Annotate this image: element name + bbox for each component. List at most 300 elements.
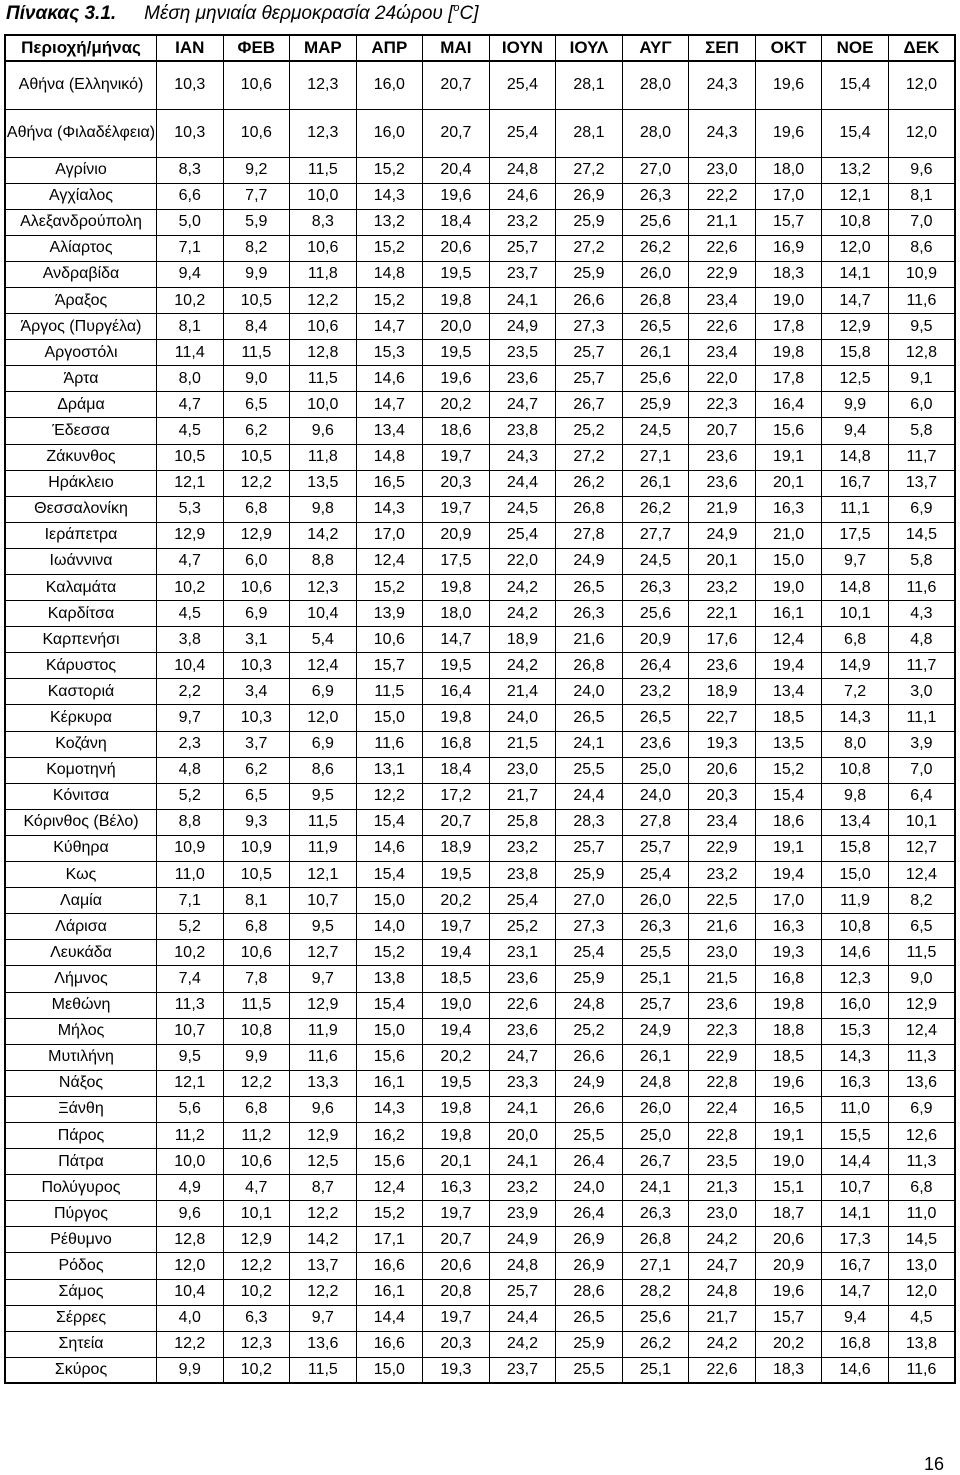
region-cell: Αλεξανδρούπολη [5,209,157,235]
temperature-cell: 19,1 [755,1122,822,1148]
header-month: ΙΟΥΛ [556,35,623,61]
table-row [5,705,955,731]
table-row [5,109,955,157]
region-cell: Ζάκυνθος [5,444,157,470]
degree-superscript: o [453,2,460,14]
temperature-cell: 10,9 [157,835,224,861]
temperature-cell: 7,0 [888,209,955,235]
temperature-cell: 9,5 [290,914,357,940]
temperature-cell: 4,0 [157,1305,224,1331]
region-cell: Αγχίαλος [5,183,157,209]
temperature-cell: 15,1 [755,1175,822,1201]
header-month: ΑΠΡ [356,35,423,61]
region-cell: Ανδραβίδα [5,261,157,287]
temperature-cell: 15,2 [356,940,423,966]
temperature-cell: 18,4 [423,757,490,783]
temperature-cell: 16,6 [356,1253,423,1279]
temperature-cell: 4,5 [157,601,224,627]
temperature-cell: 23,2 [489,1175,556,1201]
temperature-cell: 12,2 [356,783,423,809]
table-row [5,157,955,183]
temperature-cell: 26,6 [556,1096,623,1122]
temperature-cell: 24,7 [489,1044,556,1070]
temperature-cell: 7,8 [223,966,290,992]
temperature-cell: 7,2 [822,679,889,705]
temperature-cell: 12,3 [290,109,357,157]
temperature-cell: 8,8 [290,548,357,574]
temperature-cell: 12,7 [290,940,357,966]
temperature-cell: 20,7 [423,809,490,835]
temperature-cell: 4,8 [888,627,955,653]
temperature-cell: 20,9 [423,522,490,548]
temperature-cell: 21,7 [689,1305,756,1331]
temperature-cell: 24,9 [689,522,756,548]
temperature-cell: 12,8 [888,340,955,366]
table-row [5,783,955,809]
temperature-cell: 25,9 [556,1331,623,1357]
temperature-cell: 28,1 [556,61,623,109]
table-row [5,757,955,783]
temperature-cell: 13,7 [290,1253,357,1279]
temperature-cell: 26,2 [622,1331,689,1357]
temperature-cell: 6,8 [888,1175,955,1201]
header-month: ΦΕΒ [223,35,290,61]
temperature-cell: 23,2 [689,862,756,888]
table-row [5,914,955,940]
temperature-cell: 19,8 [755,340,822,366]
temperature-cell: 23,4 [689,809,756,835]
temperature-cell: 10,6 [223,940,290,966]
temperature-cell: 24,2 [489,575,556,601]
temperature-cell: 10,1 [223,1201,290,1227]
temperature-cell: 13,5 [290,470,357,496]
temperature-cell: 25,7 [489,1279,556,1305]
temperature-cell: 25,2 [489,914,556,940]
header-month: ΝΟΕ [822,35,889,61]
temperature-cell: 20,3 [423,1331,490,1357]
table-caption-title [144,3,478,24]
temperature-cell: 11,1 [888,705,955,731]
temperature-cell: 24,0 [622,783,689,809]
region-cell: Ξάνθη [5,1096,157,1122]
temperature-cell: 4,5 [157,418,224,444]
temperature-cell: 11,9 [290,835,357,861]
temperature-cell: 24,0 [556,679,623,705]
temperature-cell: 16,4 [423,679,490,705]
temperature-cell: 28,3 [556,809,623,835]
table-row [5,1044,955,1070]
temperature-cell: 9,5 [888,314,955,340]
temperature-cell: 14,8 [822,444,889,470]
temperature-cell: 13,1 [356,757,423,783]
region-cell: Άρτα [5,366,157,392]
temperature-cell: 11,5 [223,992,290,1018]
region-cell: Δράμα [5,392,157,418]
temperature-cell: 10,7 [822,1175,889,1201]
temperature-cell: 8,1 [157,314,224,340]
region-cell: Ιωάννινα [5,548,157,574]
temperature-cell: 20,2 [423,392,490,418]
region-cell: Κομοτηνή [5,757,157,783]
temperature-cell: 7,1 [157,235,224,261]
temperature-cell: 6,0 [888,392,955,418]
temperature-cell: 24,2 [489,601,556,627]
table-row [5,1305,955,1331]
temperature-cell: 27,2 [556,235,623,261]
temperature-cell: 23,1 [489,940,556,966]
temperature-cell: 14,2 [290,1227,357,1253]
temperature-cell: 8,2 [888,888,955,914]
temperature-cell: 22,6 [489,992,556,1018]
temperature-cell: 12,1 [157,470,224,496]
temperature-cell: 16,3 [423,1175,490,1201]
temperature-cell: 26,3 [622,183,689,209]
temperature-cell: 22,2 [689,183,756,209]
temperature-cell: 23,4 [689,287,756,313]
temperature-cell: 9,3 [223,809,290,835]
temperature-cell: 24,7 [489,392,556,418]
temperature-cell: 9,9 [157,1357,224,1383]
temperature-cell: 18,3 [755,1357,822,1383]
temperature-cell: 24,2 [689,1331,756,1357]
temperature-cell: 9,6 [888,157,955,183]
temperature-cell: 26,3 [556,601,623,627]
temperature-cell: 12,2 [223,1070,290,1096]
temperature-cell: 20,7 [423,61,490,109]
temperature-cell: 24,4 [489,1305,556,1331]
temperature-cell: 27,3 [556,914,623,940]
temperature-cell: 5,2 [157,914,224,940]
temperature-cell: 22,4 [689,1096,756,1122]
temperature-cell: 10,0 [290,183,357,209]
temperature-cell: 3,8 [157,627,224,653]
temperature-cell: 6,8 [822,627,889,653]
temperature-cell: 14,4 [822,1149,889,1175]
temperature-cell: 12,2 [290,287,357,313]
temperature-cell: 20,2 [423,888,490,914]
temperature-cell: 6,5 [223,392,290,418]
temperature-cell: 26,5 [622,314,689,340]
temperature-cell: 6,2 [223,757,290,783]
temperature-cell: 9,4 [822,1305,889,1331]
temperature-cell: 14,2 [290,522,357,548]
temperature-cell: 23,2 [489,835,556,861]
temperature-cell: 19,6 [423,183,490,209]
temperature-cell: 16,4 [755,392,822,418]
temperature-cell: 21,5 [689,966,756,992]
temperature-cell: 20,9 [755,1253,822,1279]
temperature-cell: 12,2 [290,1279,357,1305]
temperature-cell: 12,9 [223,1227,290,1253]
temperature-cell: 19,4 [423,940,490,966]
temperature-cell: 23,8 [489,418,556,444]
temperature-cell: 9,9 [822,392,889,418]
temperature-cell: 15,0 [356,1357,423,1383]
temperature-cell: 23,6 [689,653,756,679]
temperature-cell: 11,0 [822,1096,889,1122]
temperature-cell: 10,1 [822,601,889,627]
temperature-cell: 13,6 [290,1331,357,1357]
temperature-cell: 25,4 [489,888,556,914]
temperature-cell: 20,2 [755,1331,822,1357]
temperature-cell: 5,4 [290,627,357,653]
temperature-cell: 19,5 [423,261,490,287]
temperature-cell: 18,9 [489,627,556,653]
temperature-cell: 25,4 [489,522,556,548]
temperature-cell: 15,2 [356,157,423,183]
table-row [5,940,955,966]
temperature-cell: 5,8 [888,418,955,444]
temperature-cell: 16,0 [822,992,889,1018]
temperature-cell: 17,1 [356,1227,423,1253]
temperature-cell: 18,3 [755,261,822,287]
table-row [5,496,955,522]
table-row [5,835,955,861]
temperature-cell: 13,8 [888,1331,955,1357]
table-row [5,1175,955,1201]
temperature-cell: 20,0 [489,1122,556,1148]
temperature-cell: 10,7 [157,1018,224,1044]
temperature-cell: 10,9 [888,261,955,287]
temperature-cell: 17,6 [689,627,756,653]
temperature-cell: 22,6 [689,314,756,340]
temperature-cell: 12,8 [157,1227,224,1253]
temperature-cell: 18,8 [755,1018,822,1044]
temperature-cell: 26,5 [622,705,689,731]
temperature-cell: 13,0 [888,1253,955,1279]
temperature-cell: 25,5 [556,757,623,783]
temperature-cell: 17,8 [755,314,822,340]
temperature-cell: 25,4 [489,109,556,157]
temperature-cell: 26,4 [622,653,689,679]
temperature-cell: 15,2 [356,235,423,261]
temperature-cell: 23,6 [689,444,756,470]
temperature-cell: 23,3 [489,1070,556,1096]
table-row [5,627,955,653]
temperature-cell: 18,5 [755,705,822,731]
temperature-cell: 10,2 [157,575,224,601]
temperature-cell: 9,0 [223,366,290,392]
temperature-cell: 14,8 [822,575,889,601]
temperature-cell: 10,6 [223,109,290,157]
temperature-cell: 26,0 [622,261,689,287]
table-row [5,183,955,209]
region-cell: Αθήνα (Ελληνικό) [5,61,157,109]
temperature-cell: 14,3 [822,705,889,731]
table-row [5,1331,955,1357]
temperature-cell: 25,9 [556,209,623,235]
temperature-cell: 6,9 [888,1096,955,1122]
temperature-cell: 12,0 [290,705,357,731]
temperature-cell: 28,0 [622,61,689,109]
temperature-cell: 23,5 [689,1149,756,1175]
temperature-cell: 16,3 [755,914,822,940]
temperature-cell: 26,9 [556,183,623,209]
temperature-cell: 10,6 [223,1149,290,1175]
temperature-cell: 10,6 [290,235,357,261]
temperature-cell: 11,7 [888,653,955,679]
temperature-cell: 24,8 [622,1070,689,1096]
temperature-cell: 11,5 [290,366,357,392]
temperature-cell: 11,6 [888,1357,955,1383]
temperature-cell: 8,6 [888,235,955,261]
header-month: ΟΚΤ [755,35,822,61]
temperature-cell: 24,0 [556,1175,623,1201]
temperature-cell: 15,4 [356,992,423,1018]
temperature-cell: 21,9 [689,496,756,522]
temperature-cell: 22,3 [689,392,756,418]
temperature-cell: 13,2 [356,209,423,235]
temperature-cell: 20,6 [689,757,756,783]
temperature-cell: 11,9 [822,888,889,914]
header-month: ΔΕΚ [888,35,955,61]
temperature-cell: 24,6 [489,183,556,209]
temperature-cell: 16,9 [755,235,822,261]
temperature-cell: 23,6 [489,966,556,992]
region-cell: Ρέθυμνο [5,1227,157,1253]
temperature-cell: 19,8 [755,992,822,1018]
temperature-cell: 3,9 [888,731,955,757]
temperature-cell: 19,7 [423,1201,490,1227]
temperature-cell: 4,7 [223,1175,290,1201]
temperature-cell: 15,7 [755,1305,822,1331]
temperature-cell: 6,8 [223,496,290,522]
temperature-cell: 9,6 [157,1201,224,1227]
temperature-cell: 25,8 [489,809,556,835]
temperature-cell: 25,5 [622,940,689,966]
temperature-cell: 10,8 [822,914,889,940]
temperature-cell: 22,0 [489,548,556,574]
temperature-cell: 10,0 [157,1149,224,1175]
temperature-cell: 12,7 [888,835,955,861]
temperature-cell: 19,8 [423,1096,490,1122]
temperature-cell: 20,1 [423,1149,490,1175]
temperature-cell: 16,8 [822,1331,889,1357]
temperature-cell: 23,6 [689,470,756,496]
temperature-cell: 9,8 [822,783,889,809]
temperature-cell: 15,0 [356,1018,423,1044]
temperature-cell: 26,5 [556,575,623,601]
region-cell: Σέρρες [5,1305,157,1331]
temperature-cell: 8,2 [223,235,290,261]
temperature-cell: 4,8 [157,757,224,783]
temperature-cell: 26,1 [622,1044,689,1070]
temperature-cell: 5,8 [888,548,955,574]
temperature-cell: 24,1 [556,731,623,757]
temperature-cell: 26,9 [556,1227,623,1253]
table-row [5,1227,955,1253]
temperature-cell: 20,4 [423,157,490,183]
table-row [5,314,955,340]
header-row [5,35,955,61]
region-cell: Άργος (Πυργέλα) [5,314,157,340]
temperature-cell: 23,0 [489,757,556,783]
temperature-cell: 12,4 [356,1175,423,1201]
temperature-cell: 14,7 [822,1279,889,1305]
temperature-cell: 9,4 [822,418,889,444]
temperature-cell: 15,2 [755,757,822,783]
temperature-cell: 11,6 [290,1044,357,1070]
temperature-cell: 13,8 [356,966,423,992]
temperature-cell: 10,4 [157,653,224,679]
temperature-cell: 10,5 [223,862,290,888]
temperature-cell: 15,3 [356,340,423,366]
temperature-cell: 2,2 [157,679,224,705]
temperature-cell: 11,0 [888,1201,955,1227]
region-cell: Πύργος [5,1201,157,1227]
temperature-cell: 19,7 [423,1305,490,1331]
table-row [5,1149,955,1175]
table-row [5,601,955,627]
temperature-cell: 26,7 [622,1149,689,1175]
temperature-cell: 24,9 [489,314,556,340]
temperature-cell: 17,0 [755,183,822,209]
temperature-cell: 14,7 [356,314,423,340]
temperature-cell: 5,0 [157,209,224,235]
temperature-cell: 8,4 [223,314,290,340]
temperature-cell: 19,7 [423,496,490,522]
temperature-cell: 21,5 [489,731,556,757]
temperature-cell: 24,8 [556,992,623,1018]
temperature-cell: 12,4 [290,653,357,679]
temperature-cell: 20,6 [423,235,490,261]
temperature-cell: 10,3 [223,705,290,731]
header-region: Περιοχή/μήνας [5,35,157,61]
temperature-cell: 10,5 [223,444,290,470]
temperature-cell: 15,0 [356,888,423,914]
region-cell: Ρόδος [5,1253,157,1279]
temperature-cell: 24,3 [689,61,756,109]
temperature-cell: 15,6 [755,418,822,444]
temperature-cell: 24,5 [489,496,556,522]
temperature-cell: 25,6 [622,601,689,627]
temperature-cell: 14,7 [356,392,423,418]
temperature-cell: 20,8 [423,1279,490,1305]
temperature-cell: 13,5 [755,731,822,757]
region-cell: Λευκάδα [5,940,157,966]
temperature-cell: 19,4 [423,1018,490,1044]
table-row [5,1279,955,1305]
temperature-cell: 26,3 [622,1201,689,1227]
temperature-cell: 6,9 [290,679,357,705]
temperature-cell: 12,9 [888,992,955,1018]
temperature-cell: 25,6 [622,209,689,235]
temperature-cell: 27,0 [556,888,623,914]
temperature-cell: 26,2 [622,235,689,261]
temperature-cell: 6,6 [157,183,224,209]
temperature-cell: 12,0 [888,1279,955,1305]
temperature-cell: 13,2 [822,157,889,183]
temperature-cell: 24,1 [489,287,556,313]
temperature-cell: 26,3 [622,914,689,940]
temperature-cell: 12,2 [223,470,290,496]
temperature-cell: 7,7 [223,183,290,209]
temperature-cell: 24,4 [489,470,556,496]
temperature-cell: 4,9 [157,1175,224,1201]
temperature-cell: 13,4 [822,809,889,835]
region-cell: Καρδίτσα [5,601,157,627]
table-row [5,444,955,470]
temperature-cell: 23,6 [622,731,689,757]
temperature-cell: 11,6 [888,575,955,601]
temperature-cell: 2,3 [157,731,224,757]
temperature-cell: 17,0 [755,888,822,914]
header-month: ΣΕΠ [689,35,756,61]
temperature-cell: 16,1 [755,601,822,627]
temperature-cell: 6,8 [223,914,290,940]
temperature-cell: 3,7 [223,731,290,757]
temperature-cell: 18,0 [755,157,822,183]
